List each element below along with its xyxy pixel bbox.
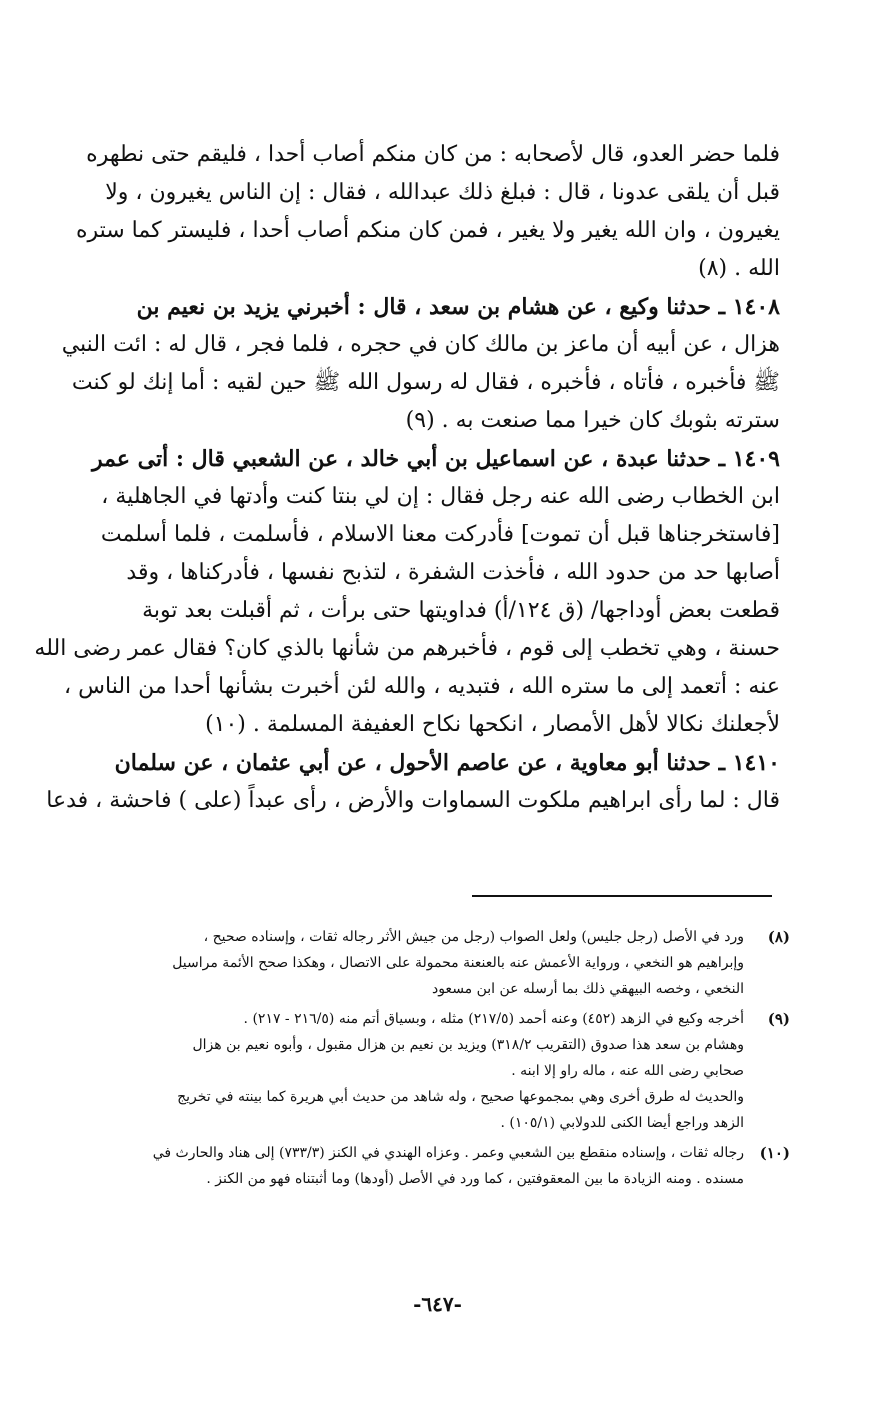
footnote-line: النخعي ، وخصه البيهقي ذلك بما أرسله عن ابن مسعود: [431, 981, 744, 997]
text-line: حسنة ، وهي تخطب إلى قوم ، فأخبرهم من شأنها بالذي كان؟ فقال عمر رضى الله: [34, 636, 780, 661]
footnote-body: [100, 1006, 744, 1136]
footnote-9: [100, 1006, 790, 1136]
footnote-body: [100, 1140, 744, 1192]
hadith-1408-line: ١٤٠٨ ـ حدثنا وكيع ، عن هشام بن سعد ، قال : أخبرني يزيد بن نعيم بن: [136, 294, 780, 320]
footnote-line: وهشام بن سعد هذا صدوق (التقريب ٣١٨/٢) ويزيد بن نعيم بن هزال مقبول ، وأبوه نعيم بن هزال: [192, 1037, 744, 1053]
text-line: قطعت بعض أوداجها/ (ق ١٢٤/أ) فداويتها حتى برأت ، ثم أقبلت بعد توبة: [142, 598, 780, 623]
hadith-1410-line: ١٤١٠ ـ حدثنا أبو معاوية ، عن عاصم الأحول ، عن أبي عثمان ، عن سلمان: [114, 750, 780, 776]
text-line: ﷺ فأخبره ، فأتاه ، فأخبره ، فقال له رسول الله ﷺ حين لقيه : أما إنك لو كنت: [71, 370, 780, 395]
text-line: يغيرون ، وان الله يغير ولا يغير ، فمن كان منكم أصاب أحدا ، فليستر كما ستره: [75, 218, 780, 243]
text-line: الله . (٨): [698, 256, 780, 281]
footnote-line: مسنده . ومنه الزيادة ما بين المعقوفتين ، كما ورد في الأصل (أودها) وما أثبتناه فهو من الكنز .: [206, 1171, 744, 1187]
text-line: قال : لما رأى ابراهيم ملكوت السماوات والأرض ، رأى عبداً (على ) فاحشة ، فدعا: [46, 788, 780, 813]
footnote-10: [100, 1140, 790, 1192]
text-line: لأجعلنك نكالا لأهل الأمصار ، انكحها نكاح العفيفة المسلمة . (١٠): [205, 712, 780, 737]
text-line: فلما حضر العدو، قال لأصحابه : من كان منكم أصاب أحدا ، فليقم حتى نطهره: [86, 142, 780, 167]
footnote-label: (١٠): [759, 1144, 790, 1162]
text-line: [فاستخرجناها قبل أن تموت] فأدركت معنا الاسلام ، فأسلمت ، فلما أسلمت: [100, 522, 780, 547]
footnote-line: وإبراهيم هو النخعي ، ورواية الأعمش عنه بالعنعنة محمولة على الاتصال ، وهكذا صحح الأئمة مراسيل: [172, 955, 744, 971]
page-number: -٦٤٧-: [413, 1292, 462, 1316]
hadith-1409-line: ١٤٠٩ ـ حدثنا عبدة ، عن اسماعيل بن أبي خالد ، عن الشعبي قال : أتى عمر: [92, 446, 780, 472]
footnote-line: والحديث له طرق أخرى وهي بمجموعها صحيح ، وله شاهد من حديث أبي هريرة كما بينته في تخريج: [177, 1089, 744, 1105]
text-line: سترته بثوبك كان خيرا مما صنعت به . (٩): [405, 408, 780, 433]
footnote-divider: [472, 895, 772, 897]
text-line: هزال ، عن أبيه أن ماعز بن مالك كان في حجره ، فلما فجر ، قال له : ائت النبي: [61, 332, 780, 357]
text-line: ابن الخطاب رضى الله عنه رجل فقال : إن لي بنتا كنت وأدتها في الجاهلية ،: [101, 484, 780, 509]
footnote-line: الزهد وراجع أيضا الكنى للدولابي (١٠٥/١) .: [500, 1115, 744, 1131]
text-line: قبل أن يلقى عدونا ، قال : فبلغ ذلك عبدالله ، فقال : إن الناس يغيرون ، ولا: [105, 180, 780, 205]
footnote-8: [100, 924, 790, 1002]
footnote-line: رجاله ثقات ، وإسناده منقطع بين الشعبي وعمر . وعزاه الهندي في الكنز (٧٣٣/٣) إلى هناد والحارث في: [152, 1145, 744, 1161]
main-text: [34, 136, 780, 820]
footnote-label: (٩): [767, 1010, 790, 1028]
text-line: عنه : أتعمد إلى ما ستره الله ، فتبديه ، والله لئن أخبرت بشأنها أحدا من الناس ،: [64, 674, 780, 699]
footnote-line: صحابي رضى الله عنه ، ماله راو إلا ابنه .: [511, 1063, 744, 1079]
footnote-line: ورد في الأصل (رجل جليس) ولعل الصواب (رجل من جيش الأثر رجاله ثقات ، وإسناده صحيح ،: [203, 929, 744, 945]
text-line: أصابها حد من حدود الله ، فأخذت الشفرة ، لتذبح نفسها ، فأدركناها ، وقد: [126, 560, 780, 585]
footnote-label: (٨): [767, 928, 790, 946]
footnotes: [100, 924, 790, 1196]
footnote-line: أخرجه وكيع في الزهد (٤٥٢) وعنه أحمد (٢١٧/٥) مثله ، وبسياق أتم منه (٢١٦/٥ - ٢١٧) .: [243, 1011, 744, 1027]
footnote-body: [100, 924, 744, 1002]
